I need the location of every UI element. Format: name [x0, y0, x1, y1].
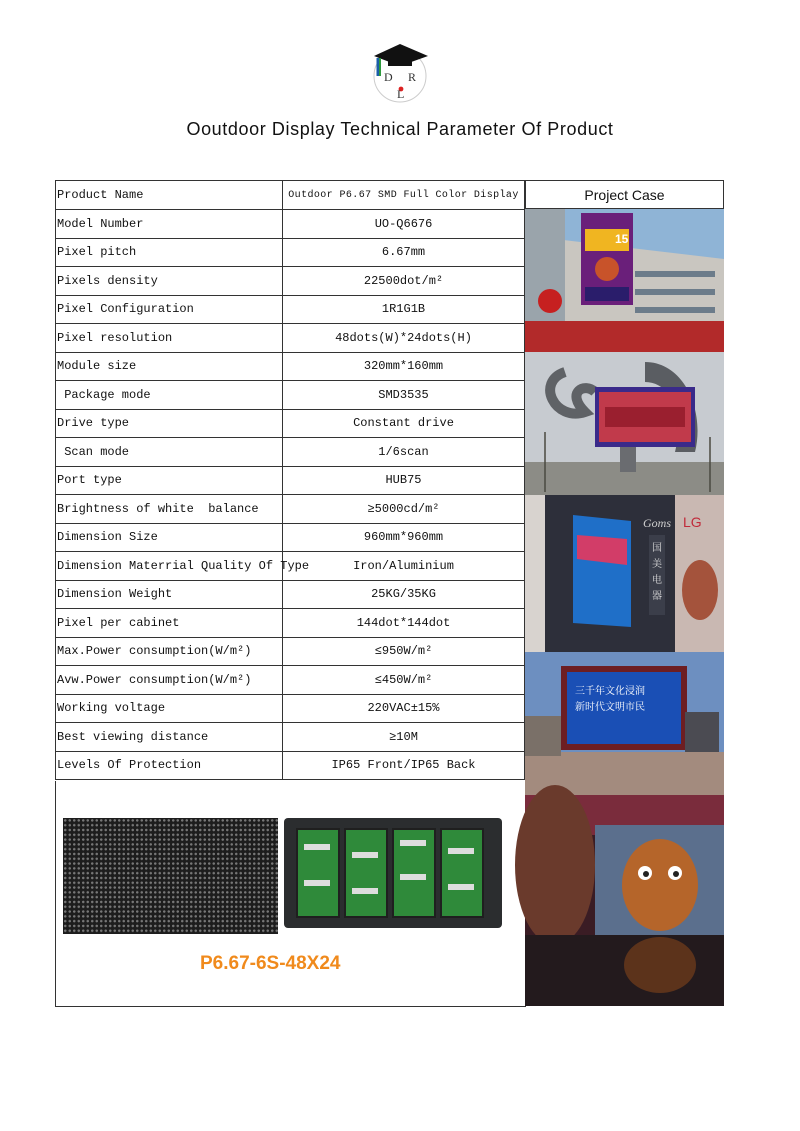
spec-value: 25KG/35KG: [283, 580, 525, 609]
project-photo-creative-screen: [525, 795, 724, 1006]
spec-label: Dimension Size: [56, 523, 283, 552]
spec-label: Drive type: [56, 409, 283, 438]
spec-value: ≥10M: [283, 723, 525, 752]
spec-value: 1/6scan: [283, 438, 525, 467]
spec-value: 960mm*960mm: [283, 523, 525, 552]
spec-value: 320mm*160mm: [283, 352, 525, 381]
project-photo-sculpture-screen: [525, 352, 724, 495]
project-photo-billboard: [525, 652, 724, 795]
spec-value: 144dot*144dot: [283, 609, 525, 638]
spec-row: [56, 381, 525, 410]
spec-label: Pixel pitch: [56, 238, 283, 267]
spec-value: ≥5000cd/m²: [283, 495, 525, 524]
module-caption: P6.67-6S-48X24: [200, 953, 341, 974]
spec-row: [56, 666, 525, 695]
spec-label: Port type: [56, 466, 283, 495]
spec-row: [56, 210, 525, 239]
spec-label: Working voltage: [56, 694, 283, 723]
project-case-header: Project Case: [525, 180, 724, 209]
led-module-back-image: [284, 818, 502, 928]
spec-row: [56, 523, 525, 552]
project-photo-gome-building: [525, 495, 724, 652]
spec-value: Outdoor P6.67 SMD Full Color Display: [283, 181, 525, 210]
project-photo-mall: [525, 209, 724, 352]
spec-label: Pixel per cabinet: [56, 609, 283, 638]
spec-value: Iron/Aluminium: [283, 552, 525, 581]
spec-label: Brightness of white balance: [56, 495, 283, 524]
spec-row: [56, 267, 525, 296]
spec-table: [55, 180, 525, 780]
spec-value: HUB75: [283, 466, 525, 495]
spec-value: 220VAC±15%: [283, 694, 525, 723]
spec-label: Dimension Weight: [56, 580, 283, 609]
spec-row: [56, 694, 525, 723]
pcb-board: [344, 828, 388, 918]
spec-label: Product Name: [56, 181, 283, 210]
gome-vertical-sign: 国美电器: [652, 543, 662, 602]
spec-row: [56, 295, 525, 324]
spec-row: [56, 181, 525, 210]
spec-row: [56, 238, 525, 267]
spec-row: [56, 409, 525, 438]
pcb-board: [392, 828, 436, 918]
document-title: Ooutdoor Display Technical Parameter Of Product: [186, 119, 614, 139]
spec-value: Constant drive: [283, 409, 525, 438]
logo-letter-d: D: [384, 70, 393, 84]
spec-value: 1R1G1B: [283, 295, 525, 324]
spec-value: IP65 Front/IP65 Back: [283, 751, 525, 780]
spec-label: Avw.Power consumption(W/m²): [56, 666, 283, 695]
spec-label: Dimension Materrial Quality Of Type: [56, 552, 283, 581]
spec-label: Model Number: [56, 210, 283, 239]
spec-label: Best viewing distance: [56, 723, 283, 752]
spec-table-body: [56, 181, 525, 780]
spec-row: [56, 723, 525, 752]
spec-value: 22500dot/m²: [283, 267, 525, 296]
pcb-board: [440, 828, 484, 918]
spec-label: Scan mode: [56, 438, 283, 467]
billboard-line-2: 新时代文明市民: [575, 702, 645, 713]
spec-row: [56, 352, 525, 381]
spec-label: Pixel Configuration: [56, 295, 283, 324]
logo-letter-l: L: [397, 87, 405, 101]
spec-label: Max.Power consumption(W/m²): [56, 637, 283, 666]
spec-row: [56, 552, 525, 581]
spec-value: UO-Q6676: [283, 210, 525, 239]
spec-value: 48dots(W)*24dots(H): [283, 324, 525, 353]
spec-row: [56, 466, 525, 495]
spec-row: [56, 324, 525, 353]
spec-row: [56, 609, 525, 638]
pcb-board: [296, 828, 340, 918]
spec-row: [56, 580, 525, 609]
spec-label: Levels Of Protection: [56, 751, 283, 780]
spec-value: ≤950W/m²: [283, 637, 525, 666]
spec-label: Pixel resolution: [56, 324, 283, 353]
led-module-front-image: [63, 818, 278, 934]
gome-sign: Goms: [643, 516, 672, 530]
spec-value: 6.67mm: [283, 238, 525, 267]
spec-value: SMD3535: [283, 381, 525, 410]
spec-row: [56, 637, 525, 666]
spec-row: [56, 751, 525, 780]
billboard-line-1: 三千年文化浸润: [575, 686, 645, 697]
mall-sign-number: 15: [615, 232, 629, 246]
lg-sign: LG: [683, 514, 702, 530]
company-logo: [368, 40, 432, 104]
spec-label: Package mode: [56, 381, 283, 410]
spec-row: [56, 438, 525, 467]
spec-label: Pixels density: [56, 267, 283, 296]
spec-value: ≤450W/m²: [283, 666, 525, 695]
spec-row: [56, 495, 525, 524]
spec-label: Module size: [56, 352, 283, 381]
logo-letter-r: R: [408, 70, 417, 84]
